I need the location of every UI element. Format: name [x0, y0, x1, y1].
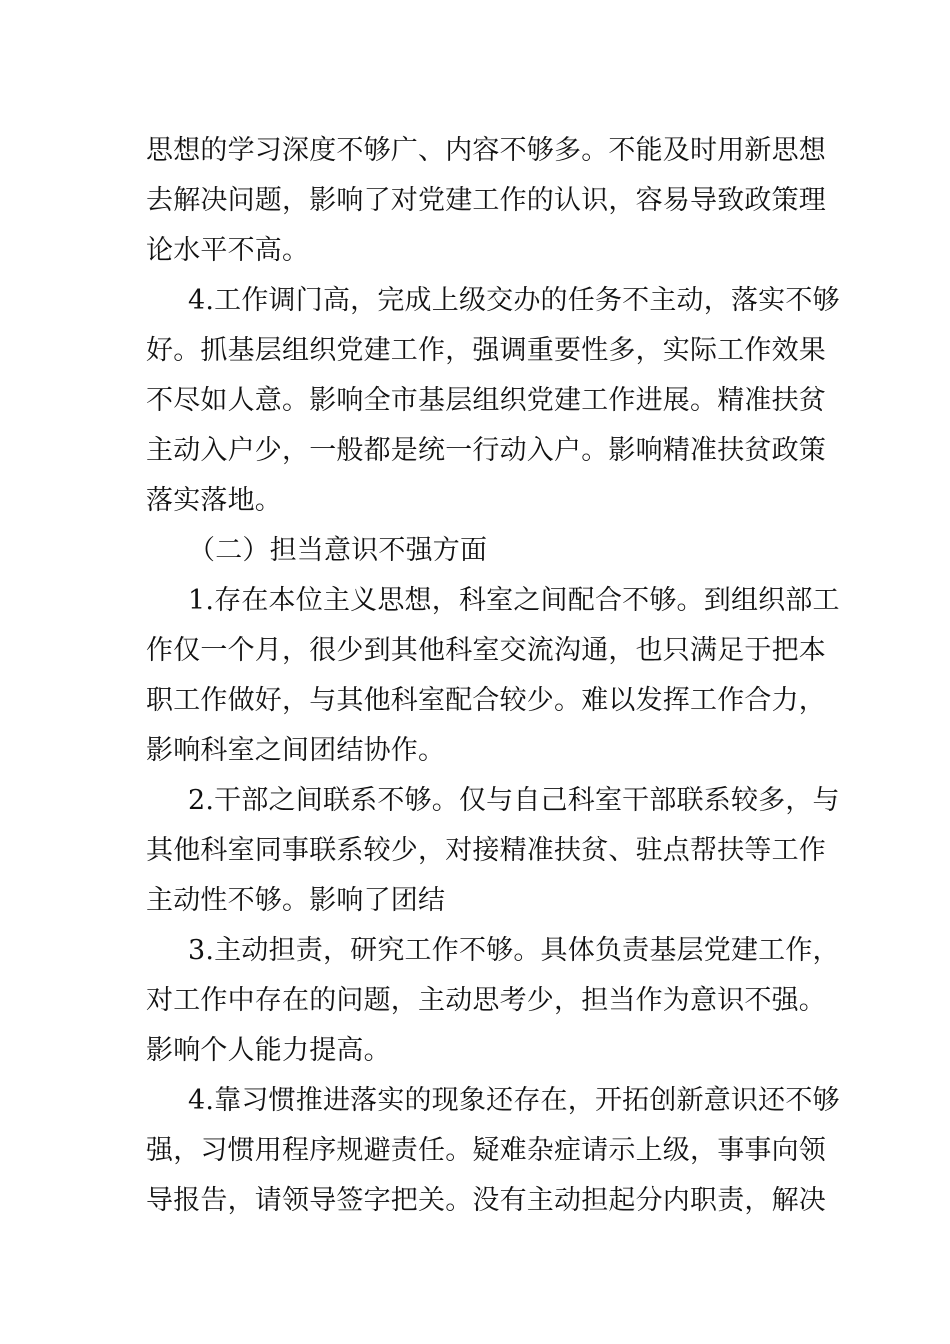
text-line: 影响个人能力提高。: [146, 1035, 391, 1066]
text-line: 思想的学习深度不够广、内容不够多。不能及时用新思想: [146, 135, 826, 166]
text-line: 强，习惯用程序规避责任。疑难杂症请示上级，事事向领: [146, 1135, 826, 1166]
text-line: 4.工作调门高，完成上级交办的任务不主动，落实不够: [188, 285, 840, 316]
text-line: 职工作做好，与其他科室配合较少。难以发挥工作合力，: [146, 685, 826, 716]
section-heading: （二）担当意识不强方面: [188, 535, 488, 566]
text-line: 不尽如人意。影响全市基层组织党建工作进展。精准扶贫: [146, 385, 826, 416]
text-line: 论水平不高。: [146, 235, 310, 266]
text-line: 3.主动担责，研究工作不够。具体负责基层党建工作，: [188, 935, 840, 966]
text-line: 导报告，请领导签字把关。没有主动担起分内职责，解决: [146, 1185, 826, 1216]
text-line: 1.存在本位主义思想，科室之间配合不够。到组织部工: [188, 585, 840, 616]
text-line: 4.靠习惯推进落实的现象还存在，开拓创新意识还不够: [188, 1085, 840, 1116]
text-line: 2.干部之间联系不够。仅与自己科室干部联系较多，与: [188, 785, 840, 816]
text-line: 落实落地。: [146, 485, 282, 516]
text-line: 作仅一个月，很少到其他科室交流沟通，也只满足于把本: [146, 635, 826, 666]
text-line: 去解决问题，影响了对党建工作的认识，容易导致政策理: [146, 185, 826, 216]
text-line: 主动入户少，一般都是统一行动入户。影响精准扶贫政策: [146, 435, 826, 466]
text-line: 主动性不够。影响了团结: [146, 885, 446, 916]
text-line: 影响科室之间团结协作。: [146, 735, 446, 766]
text-line: 其他科室同事联系较少，对接精准扶贫、驻点帮扶等工作: [146, 835, 826, 866]
text-line: 好。抓基层组织党建工作，强调重要性多，实际工作效果: [146, 335, 826, 366]
text-line: 对工作中存在的问题，主动思考少，担当作为意识不强。: [146, 985, 826, 1016]
